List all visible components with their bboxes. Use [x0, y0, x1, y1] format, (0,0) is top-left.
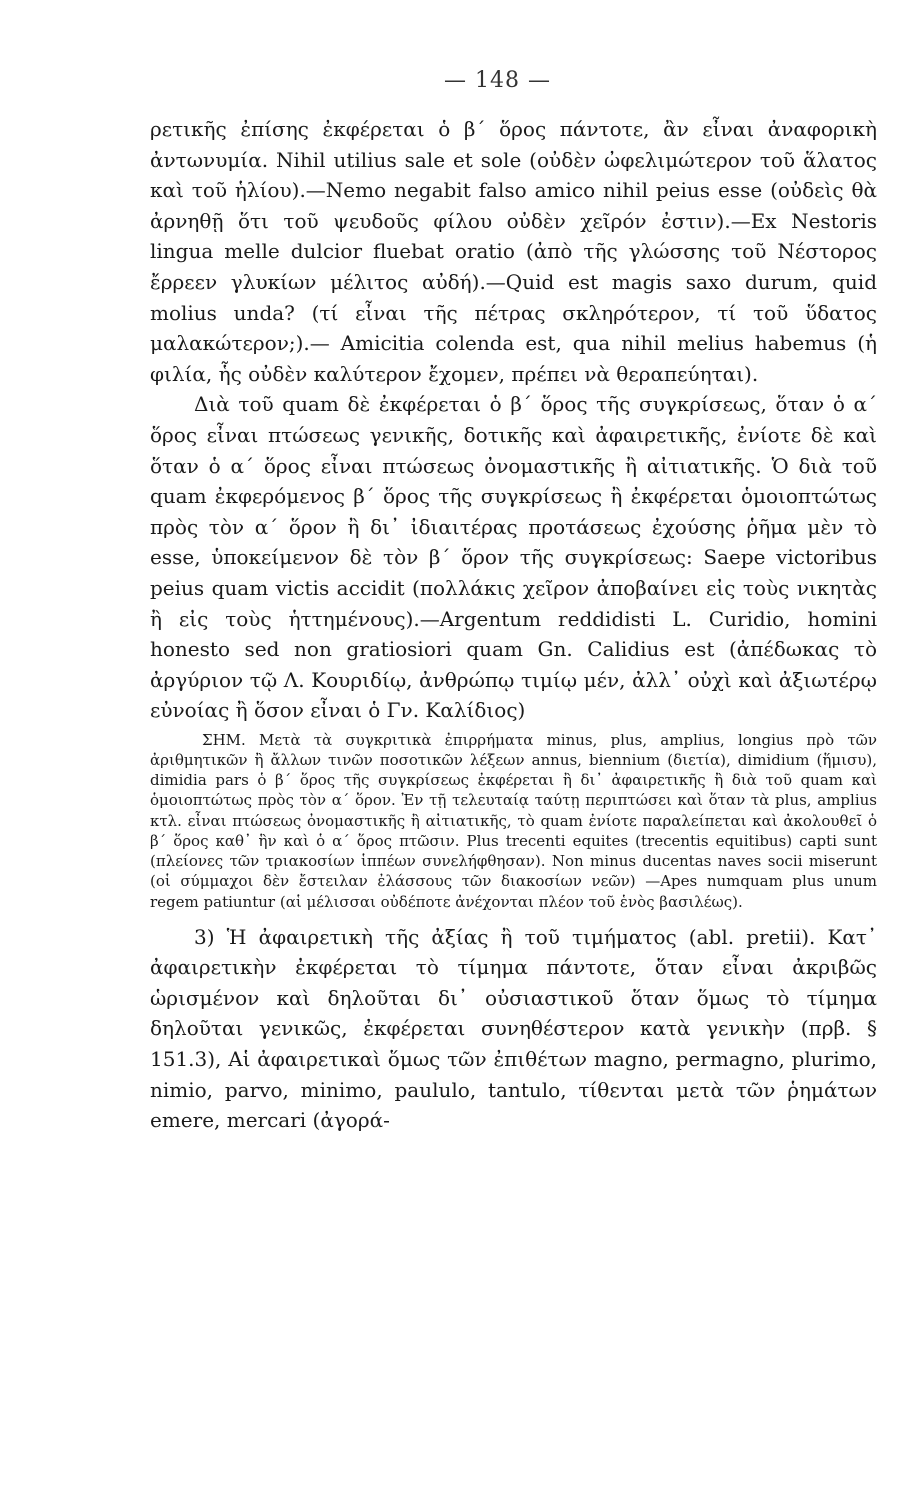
footnote-remark: ΣΗΜ. Μετὰ τὰ συγκριτικὰ ἐπιρρήματα minus, plus, amplius, longius πρὸ τῶν ἀριθμητικῶν ἢ ἄλλων τινῶν ποσοτικῶν λέξεων annus, biennium (διετία), dimidium (ἥμισυ), dimidia pars ὁ β΄ ὅρος τῆς συγκρίσεως ἐκφέρεται ἢ δι᾽ ἀφαιρετικῆς ἢ διὰ τοῦ quam καὶ ὁμοιοπτώτως πρὸς τὸν α΄ ὅρον. Ἐν τῇ τελευταίᾳ ταύτῃ περιπτώσει καὶ ὅταν τὰ plus, amplius κτλ. εἶναι πτώσεως ὀνομαστικῆς ἢ αἰτιατικῆς, τὸ quam ἐνίοτε παραλείπεται καὶ ἀκολουθεῖ ὁ β΄ ὅρος καθ᾽ ἣν καὶ ὁ α΄ ὅρος πτῶσιν. Plus trecenti equites (trecentis equitibus) capti sunt (πλείονες τῶν τριακοσίων ἱππέων συνελήφθησαν). Non minus ducentas naves socii miserunt (οἱ σύμμαχοι δὲν ἔστειλαν ἐλάσσους τῶν διακοσίων νεῶν) —Apes numquam plus unum regem patiuntur (αἱ μέλισσαι οὐδέποτε ἀνέχονται πλέον τοῦ ἑνὸς βασιλέως).: [150, 730, 877, 911]
page-number: — 148 —: [444, 68, 551, 93]
paragraph-quam: Διὰ τοῦ quam δὲ ἐκφέρεται ὁ β΄ ὅρος τῆς συγκρίσεως, ὅταν ὁ α΄ ὅρος εἶναι πτώσεως γενικῆς, δοτικῆς καὶ ἀφαιρετικῆς, ἐνίοτε δὲ καὶ ὅταν ὁ α΄ ὅρος εἶναι πτώσεως ὀνομαστικῆς ἢ αἰτιατικῆς. Ὁ διὰ τοῦ quam ἐκφερόμενος β΄ ὅρος τῆς συγκρίσεως ἢ ἐκφέρεται ὁμοιοπτώτως πρὸς τὸν α΄ ὅρον ἢ δι᾽ ἰδιαιτέρας προτάσεως ἐχούσης ῥῆμα μὲν τὸ esse, ὑποκείμενον δὲ τὸν β΄ ὅρον τῆς συγκρίσεως: Saepe victoribus peius quam victis accidit (πολλάκις χεῖρον ἀποβαίνει εἰς τοὺς νικητὰς ἢ εἰς τοὺς ἡττημένους).—Argentum reddidisti L. Curidio, homini honesto sed non gratiosiori quam Gn. Calidius est (ἀπέδωκας τὸ ἀργύριον τῷ Λ. Κουριδίῳ, ἀνθρώπῳ τιμίῳ μέν, ἀλλ᾽ οὐχὶ καὶ ἀξιωτέρῳ εὐνοίας ἢ ὅσον εἶναι ὁ Γν. Καλίδιος): [150, 392, 877, 723]
paragraph-ablative-of-price: 3) Ἡ ἀφαιρετικὴ τῆς ἀξίας ἢ τοῦ τιμήματος (abl. pretii). Κατ᾽ ἀφαιρετικὴν ἐκφέρεται τὸ τίμημα πάντοτε, ὅταν εἶναι ἀκριβῶς ὡρισμένον καὶ δηλοῦται δι᾽ οὐσιαστικοῦ ὅταν ὅμως τὸ τίμημα δηλοῦται γενικῶς, ἐκφέρεται συνηθέστερον κατὰ γενικὴν (πρβ. § 151.3), Αἱ ἀφαιρετικαὶ ὅμως τῶν ἐπιθέτων magno, permagno, plurimo, nimio, parvo, minimo, paululo, tantulo, τίθενται μετὰ τῶν ῥημάτων emere, mercari (ἀγορά-: [150, 924, 877, 1133]
paragraph-continuation: ρετικῆς ἐπίσης ἐκφέρεται ὁ β΄ ὅρος πάντοτε, ἂν εἶναι ἀναφορικὴ ἀντωνυμία. Nihil utilius sale et sole (οὐδὲν ὠφελιμώτερον τοῦ ἅλατος καὶ τοῦ ἡλίου).—Nemo negabit falso amico nihil peius esse (οὐδεὶς θὰ ἀρνηθῇ ὅτι τοῦ ψευδοῦς φίλου οὐδὲν χεῖρόν ἐστιν).—Ex Nestoris lingua melle dulcior fluebat oratio (ἀπὸ τῆς γλώσσης τοῦ Νέστορος ἔρρεεν γλυκίων μέλιτος αὐδή).—Quid est magis saxo durum, quid molius unda? (τί εἶναι τῆς πέτρας σκληρότερον, τί τοῦ ὕδατος μαλακώτερον;).— Amicitia colenda est, qua nihil melius habemus (ἡ φιλία, ἧς οὐδὲν καλύτερον ἔχομεν, πρέπει νὰ θεραπεύηται).: [150, 117, 877, 386]
body-text: [150, 114, 877, 1136]
